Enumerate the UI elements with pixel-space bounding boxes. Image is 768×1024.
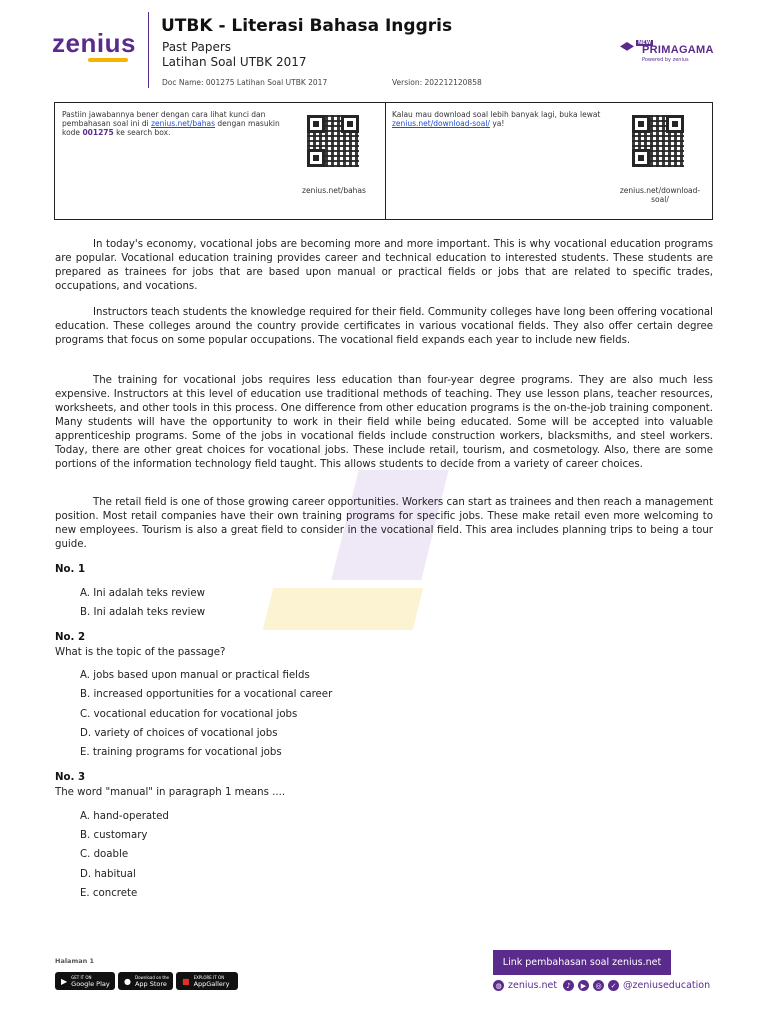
doc-code: 001275 [82,128,114,137]
question-text: What is the topic of the passage? [55,647,226,658]
answer-option[interactable]: B. Ini adalah teks review [80,607,206,618]
info-box-divider [385,102,386,220]
download-soal-link[interactable]: zenius.net/download-soal/ [392,119,490,128]
zenius-logo-swoosh [88,58,128,62]
graduation-cap-icon [620,42,634,53]
new-badge: NEW [638,40,652,46]
info-left-text: Pastiin jawabannya bener dengan cara lihat kunci dan pembahasan soal ini di zenius.net/bahas dengan masukin kode 001275 ke search box. [62,110,280,137]
answer-option[interactable]: C. vocational education for vocational jobs [80,709,298,720]
page-subtitle-2: Latihan Soal UTBK 2017 [162,55,307,69]
passage-paragraph: In today's economy, vocational jobs are becoming more and more important. This is why vocational education programs are popular. Vocational education training provides career and technical education to interested students. These students are prepared as trainees for jobs that are based upon manual or practical fields or jobs that are related to specific trades, occupations, and vocations. [55,239,713,292]
qr-caption: zenius.net/download-soal/ [619,186,701,204]
social-links [563,980,710,991]
qr-code-icon[interactable] [307,115,359,167]
twitter-icon[interactable]: ✓ [608,980,619,991]
info-right-text: Kalau mau download soal lebih banyak lagi, buka lewat zenius.net/download-soal/ ya! [392,110,601,128]
answer-option[interactable]: A. jobs based upon manual or practical fields [80,670,310,681]
question-number: No. 3 [55,772,86,783]
google-play-badge[interactable]: ▶ GET IT ON Google Play [55,972,115,990]
youtube-icon[interactable]: ▶ [578,980,589,991]
header-divider [148,12,149,88]
answer-option[interactable]: A. hand-operated [80,811,169,822]
question-number: No. 2 [55,632,86,643]
answer-option[interactable]: E. concrete [80,888,138,899]
answer-option[interactable]: D. habitual [80,869,136,880]
powered-by-text: Powered by zenius [642,57,689,63]
watermark-shape [263,588,423,630]
tiktok-icon[interactable]: ♪ [563,980,574,991]
answer-option[interactable]: A. Ini adalah teks review [80,588,205,599]
passage-paragraph: The retail field is one of those growing career opportunities. Workers can start as trainees and then reach a management position. Most retail companies have their own training programs for specific jobs. These make retail even more welcoming to new employees. Tourism is also a great field to consider in the vocational field. This area includes planning trips to being a tour guide. [55,497,713,550]
question-text: The word "manual" in paragraph 1 means .... [55,787,286,798]
huawei-icon: ■ [182,976,190,986]
answer-option[interactable]: E. training programs for vocational jobs [80,747,282,758]
answer-option[interactable]: B. increased opportunities for a vocational career [80,689,333,700]
page-subtitle: Past Papers [162,40,232,54]
zenius-logo: zenius [52,28,136,58]
passage-paragraph: The training for vocational jobs requires less education than four-year degree programs. They are also much less expensive. Instructors at this level of education use traditional methods of teaching. They use lesson plans, teacher resources, worksheets, and other tools in this process. One difference from other education programs is the on-the-job training component. Many students will have the opportunity to work in their field while being educated. Some will be accepted into valuable apprenticeship programs. Some of the jobs in vocational fields include construction workers, blacksmiths, and steel workers. Today, there are other great choices for vocational jobs. These include retail, tourism, and cosmetology. Also, there are some portions of the information technology field taught. This allows students to decide from a variety of career choices. [55,375,713,470]
qr-code-icon[interactable] [632,115,684,167]
answer-option[interactable]: B. customary [80,830,148,841]
doc-version: Version: 202212120858 [392,78,482,87]
doc-name: Doc Name: 001275 Latihan Soal UTBK 2017 [162,78,328,87]
apple-icon: ● [124,976,131,986]
question-number: No. 1 [55,564,86,575]
app-store-badge[interactable]: ● Download on the App Store [118,972,173,990]
website-link[interactable]: ◍ zenius.net [493,980,557,991]
pembahasan-link-button[interactable]: Link pembahasan soal zenius.net [493,950,671,975]
social-handle[interactable]: @zeniuseducation [623,980,711,991]
globe-icon: ◍ [493,980,504,991]
bahas-link[interactable]: zenius.net/bahas [151,119,216,128]
primagama-logo: PRIMAGAMA [642,44,714,56]
page-number: Halaman 1 [55,957,95,965]
app-gallery-badge[interactable]: ■ EXPLORE IT ON AppGallery [176,972,238,990]
passage-paragraph: Instructors teach students the knowledge required for their field. Community colleges have long been offering vocational education. These colleges around the country provide certificates in various vocational fields. They also offer certain degree programs that focus on some popular occupations. The vocational field expands each year to include new fields. [55,307,713,346]
answer-option[interactable]: D. variety of choices of vocational jobs [80,728,278,739]
google-play-icon: ▶ [61,976,68,986]
instagram-icon[interactable]: ◎ [593,980,604,991]
answer-option[interactable]: C. doable [80,849,129,860]
page-title: UTBK - Literasi Bahasa Inggris [161,16,453,36]
qr-caption: zenius.net/bahas [302,186,366,195]
